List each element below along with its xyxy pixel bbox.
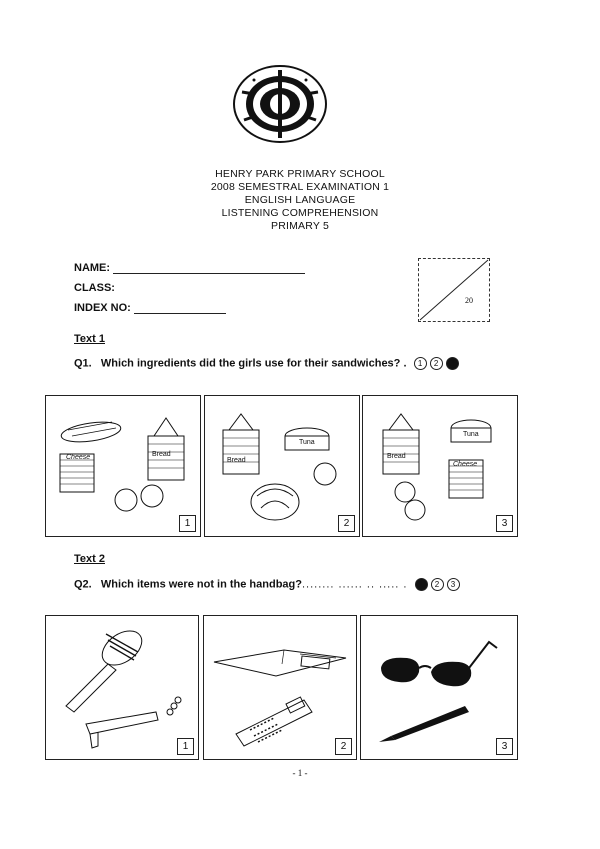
q2-panel-2[interactable] bbox=[203, 615, 357, 760]
tuna-label-3: Tuna bbox=[463, 431, 479, 438]
q1-options bbox=[414, 357, 459, 370]
tuna-label-2: Tuna bbox=[299, 439, 315, 446]
q1-option-1[interactable]: 1 bbox=[414, 357, 427, 370]
exam-header bbox=[0, 168, 600, 233]
name-line[interactable] bbox=[113, 263, 305, 274]
text2-heading: Text 2 bbox=[74, 553, 105, 565]
level-title: PRIMARY 5 bbox=[270, 220, 330, 232]
q2-panel-1-number: 1 bbox=[177, 738, 194, 755]
class-field bbox=[74, 282, 115, 294]
bread-tuna-cabbage-illustration bbox=[205, 396, 359, 536]
text1-heading: Text 1 bbox=[74, 333, 105, 345]
exam-title: 2008 SEMESTRAL EXAMINATION 1 bbox=[210, 181, 390, 193]
q1-panel-1-number: 1 bbox=[179, 515, 196, 532]
cheese-label-3: Cheese bbox=[453, 461, 478, 468]
q2-panel-1[interactable] bbox=[45, 615, 199, 760]
q1-option-2[interactable]: 2 bbox=[430, 357, 443, 370]
paper-title: LISTENING COMPREHENSION bbox=[221, 207, 379, 219]
subject-title: ENGLISH LANGUAGE bbox=[244, 194, 356, 206]
q1 bbox=[74, 357, 459, 370]
cheese-bread-oranges-illustration bbox=[46, 396, 200, 536]
q1-option-3-selected[interactable]: 3 bbox=[446, 357, 459, 370]
brush-nailclipper-illustration bbox=[46, 616, 198, 759]
sunglasses-pen-illustration bbox=[361, 616, 517, 759]
cheese-label-1: Cheese bbox=[66, 454, 91, 461]
q2-dots: ........ ...... .. ..... . bbox=[301, 578, 408, 591]
bread-label-3: Bread bbox=[387, 453, 406, 460]
q2-option-2[interactable]: 2 bbox=[431, 578, 444, 591]
wallet-phone-illustration bbox=[204, 616, 356, 759]
class-label: CLASS: bbox=[74, 282, 115, 294]
q2-panel-3[interactable] bbox=[360, 615, 518, 760]
index-field bbox=[74, 302, 226, 314]
q1-panel-1[interactable] bbox=[45, 395, 201, 537]
page-number: - 1 - bbox=[292, 768, 308, 778]
school-name: HENRY PARK PRIMARY SCHOOL bbox=[215, 168, 385, 180]
q2-text: Which items were not in the handbag? bbox=[100, 578, 302, 591]
index-label: INDEX NO: bbox=[74, 302, 131, 314]
bread-tuna-cheese-oranges-illustration bbox=[363, 396, 517, 536]
bread-label-2: Bread bbox=[227, 457, 246, 464]
q2-number: Q2. bbox=[74, 578, 92, 591]
q1-panel-3-number: 3 bbox=[496, 515, 513, 532]
q2-options bbox=[415, 578, 460, 591]
q1-panel-2[interactable] bbox=[204, 395, 360, 537]
q1-panel-2-number: 2 bbox=[338, 515, 355, 532]
score-total: 20 bbox=[465, 296, 473, 305]
name-field bbox=[74, 262, 305, 274]
name-label: NAME: bbox=[74, 262, 111, 274]
q2-option-3[interactable]: 3 bbox=[447, 578, 460, 591]
q1-text: Which ingredients did the girls use for their sandwiches? . bbox=[100, 357, 407, 370]
q2-panel-2-number: 2 bbox=[335, 738, 352, 755]
q2-panel-3-number: 3 bbox=[496, 738, 513, 755]
q2 bbox=[74, 578, 460, 591]
q2-option-1-selected[interactable]: 1 bbox=[415, 578, 428, 591]
q1-number: Q1. bbox=[74, 357, 92, 370]
index-line[interactable] bbox=[134, 303, 226, 314]
score-box bbox=[418, 258, 490, 322]
q1-panel-3[interactable] bbox=[362, 395, 518, 537]
school-crest-icon bbox=[232, 64, 328, 144]
bread-label-1: Bread bbox=[152, 451, 171, 458]
